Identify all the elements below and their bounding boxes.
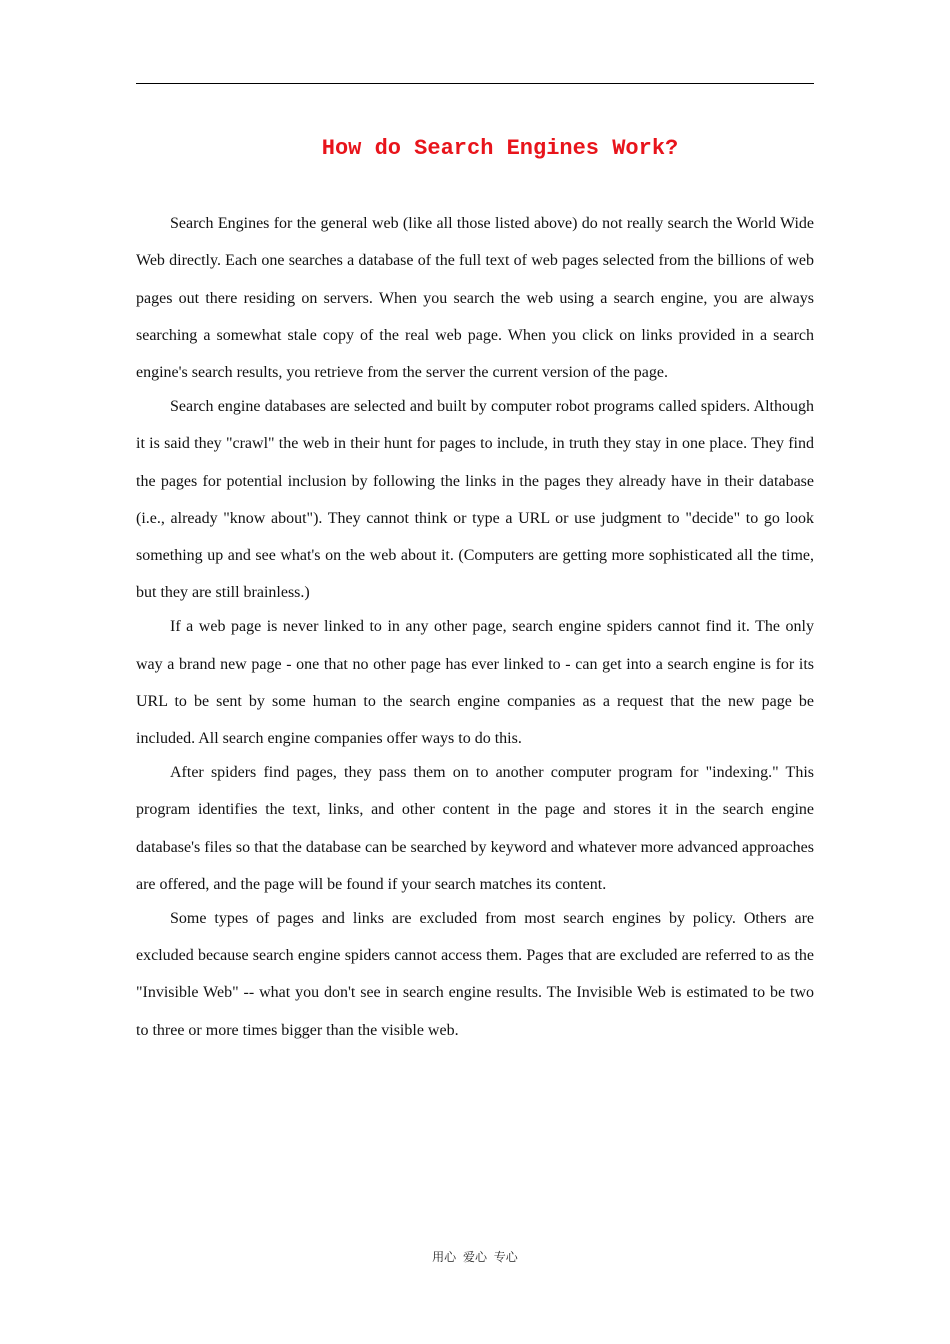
document-title: How do Search Engines Work?	[321, 136, 679, 161]
page-footer: 用心 爱心 专心	[432, 1250, 518, 1264]
paragraph-1: Search Engines for the general web (like all those listed above) do not really search the World Wide Web directly. Each one searches a database of the full text of web pages selected from the billions of web pages out there residing on servers. When you search the web using a search engine, you are always searching a somewhat stale copy of the real web page. When you click on links provided in a search engine's search results, you retrieve from the server the current version of the page.	[136, 215, 814, 382]
document-body	[136, 205, 814, 1045]
paragraph-2: Search engine databases are selected and built by computer robot programs called spiders. Although it is said they "crawl" the web in their hunt for pages to include, in truth they stay in one place. They find the pages for potential inclusion by following the links in the pages they already have in their database (i.e., already "know about"). They cannot think or type a URL or use judgment to "decide" to go look something up and see what's on the web about it. (Computers are getting more sophisticated all the time, but they are still brainless.)	[136, 397, 814, 602]
paragraph-5: Some types of pages and links are excluded from most search engines by policy. Others are excluded because search engine spiders cannot access them. Pages that are excluded are referred to as the "Invisible Web" -- what you don't see in search engine results. The Invisible Web is estimated to be two to three or more times bigger than the visible web.	[136, 909, 814, 1039]
paragraph-3: If a web page is never linked to in any other page, search engine spiders cannot find it. The only way a brand new page - one that no other page has ever linked to - can get into a search engine is for its URL to be sent by some human to the search engine companies as a request that the new page be included. All search engine companies offer ways to do this.	[136, 618, 814, 748]
paragraph-4: After spiders find pages, they pass them on to another computer program for "indexing." This program identifies the text, links, and other content in the page and stores it in the search engine database's files so that the database can be searched by keyword and whatever more advanced approaches are offered, and the page will be found if your search matches its content.	[136, 763, 814, 893]
header-rule	[136, 83, 814, 84]
